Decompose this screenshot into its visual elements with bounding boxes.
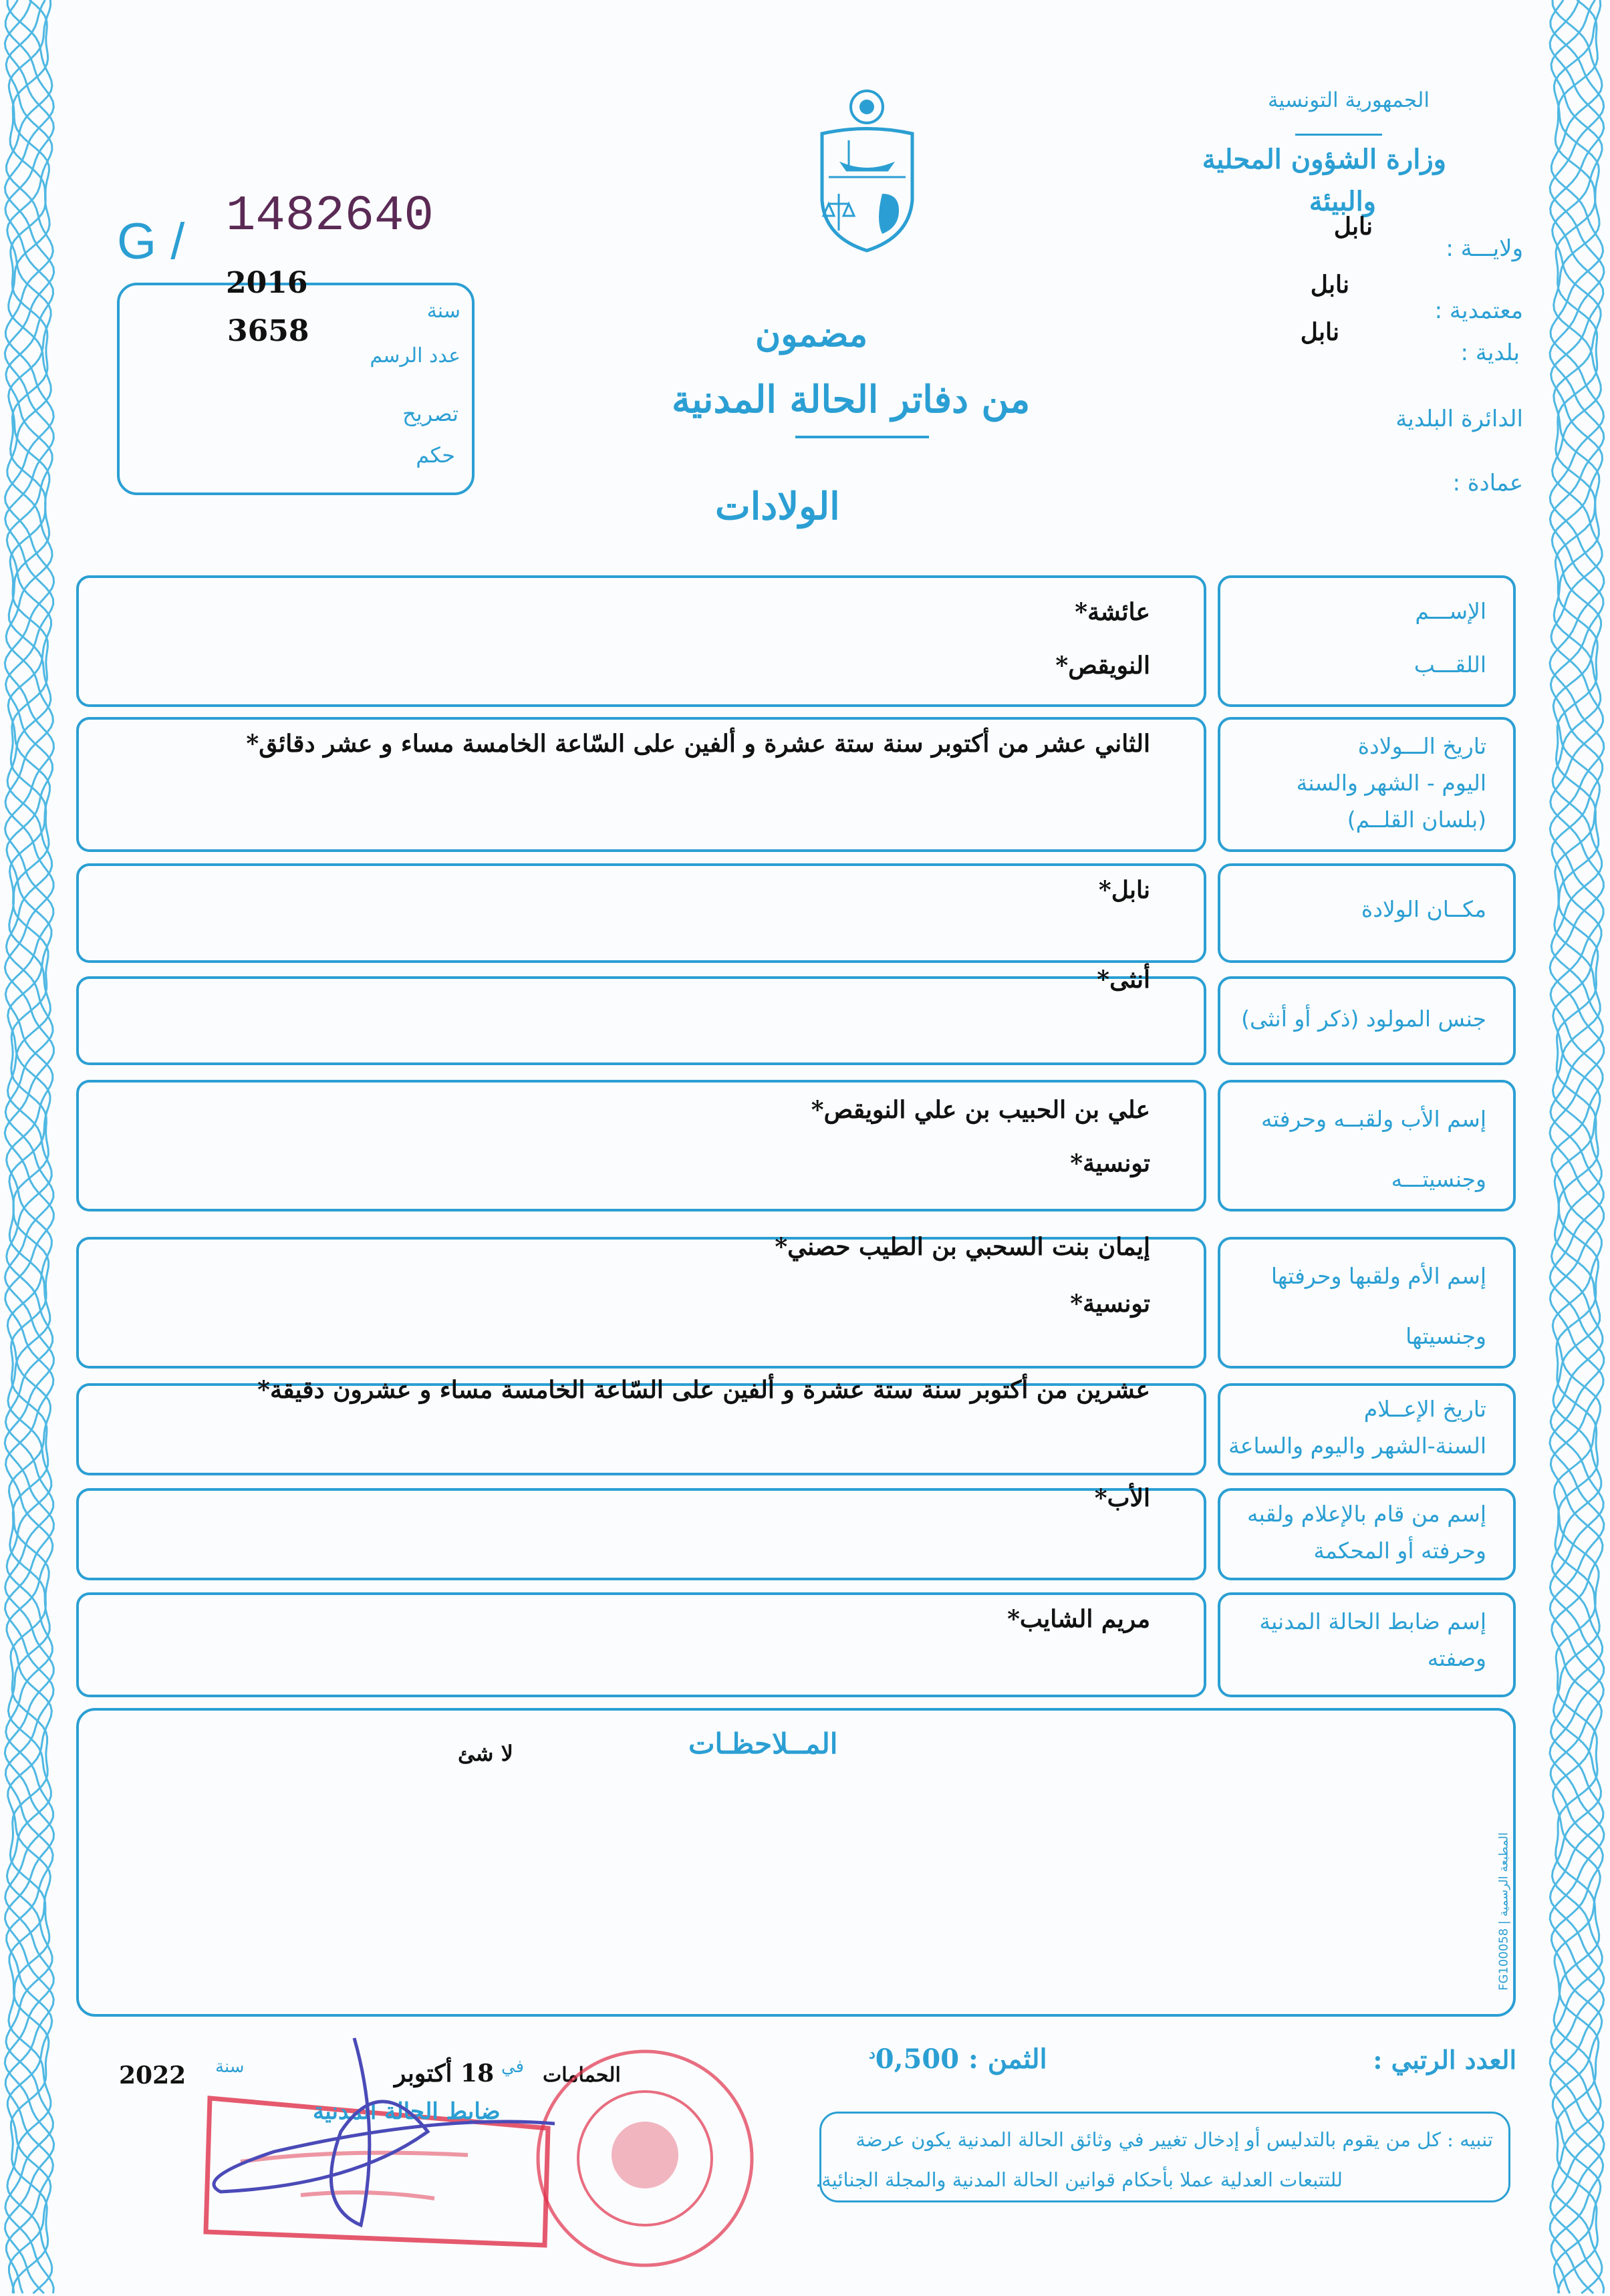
row-label: السنة-الشهر واليوم والساعة bbox=[1228, 1433, 1486, 1459]
row-label-cell bbox=[1218, 1592, 1516, 1697]
declaration-label: تصريح bbox=[402, 401, 458, 426]
ministry-name-line2: والبيئة bbox=[1309, 186, 1376, 217]
officer-label: ضابط الحالة المدنية bbox=[313, 2098, 501, 2125]
row-label: اللقـــب bbox=[1414, 652, 1486, 678]
row-label: تاريخ الإعــلام bbox=[1363, 1396, 1486, 1422]
row-label: وجنسيتـــه bbox=[1391, 1166, 1486, 1192]
price-label: الثمن : bbox=[968, 2043, 1047, 2075]
row-value-cell bbox=[76, 863, 1206, 963]
row-label: إسم من قام بالإعلام ولقبه bbox=[1246, 1501, 1486, 1527]
record-year-label: سنة bbox=[426, 299, 460, 323]
row-label: وحرفته أو المحكمة bbox=[1313, 1538, 1486, 1564]
row-value: الثاني عشر من أكتوبر سنة ستة عشرة و ألفين على السّاعة الخامسة مساء و عشر دقائق* bbox=[246, 730, 1150, 758]
row-label-cell bbox=[1218, 1488, 1516, 1580]
right-guilloche-border bbox=[1544, 0, 1610, 2296]
row-label: تاريخ الـــولادة bbox=[1357, 733, 1486, 759]
row-value: علي بن الحبيب بن علي النويقص* bbox=[811, 1096, 1150, 1124]
official-stamp-circle bbox=[531, 2045, 759, 2272]
serial-prefix: G / bbox=[117, 213, 185, 270]
row-value-cell bbox=[76, 1233, 1206, 1369]
row-value-cell bbox=[76, 966, 1206, 1065]
row-label-cell bbox=[1218, 1237, 1516, 1369]
row-label-cell bbox=[1218, 863, 1516, 963]
row-label: (بلسان القلــم) bbox=[1347, 807, 1486, 833]
sequence-number-label: العدد الرتبي : bbox=[1373, 2045, 1516, 2075]
governorate-value: نابل bbox=[1333, 212, 1373, 241]
title-registers: من دفاتر الحالة المدنية bbox=[672, 378, 1031, 422]
governorate-label: ولايـــة : bbox=[1446, 235, 1523, 262]
republic-name: الجمهورية التونسية bbox=[1267, 88, 1430, 112]
in-label: في bbox=[501, 2057, 525, 2077]
sector-label: عمادة : bbox=[1452, 470, 1523, 496]
row-label-cell bbox=[1218, 976, 1516, 1065]
signature bbox=[180, 2031, 555, 2232]
title-births: الولادات bbox=[715, 484, 840, 529]
row-value: عائشة* bbox=[1075, 598, 1150, 626]
row-value: تونسية* bbox=[1070, 1149, 1150, 1177]
act-number-label: عدد الرسم bbox=[370, 344, 460, 368]
delegation-label: معتمدية : bbox=[1434, 297, 1523, 324]
row-value: عشرين من أكتوبر سنة ستة عشرة و ألفين على السّاعة الخامسة مساء و عشرون دقيقة* bbox=[257, 1376, 1150, 1404]
row-value-cell bbox=[76, 1592, 1206, 1697]
issue-date: 18 أكتوبر bbox=[394, 2059, 495, 2088]
warning-line2: للتتبعات العدلية عملا بأحكام قوانين الحالة المدنية والمجلة الجنائية. bbox=[815, 2168, 1343, 2191]
title-extract: مضمون bbox=[755, 314, 868, 355]
row-value: مريم الشايب* bbox=[1007, 1605, 1150, 1633]
row-value-cell bbox=[76, 1376, 1206, 1475]
row-label: الإســـم bbox=[1415, 598, 1486, 624]
row-label: إسم ضابط الحالة المدنية bbox=[1259, 1608, 1486, 1634]
row-label: وصفته bbox=[1427, 1645, 1486, 1671]
municipality-value: نابل bbox=[1300, 318, 1339, 346]
row-label-cell bbox=[1218, 1080, 1516, 1211]
judgment-label: حكم bbox=[416, 442, 455, 468]
printer-mark: المطبعة الرسمية | FG100058 bbox=[1496, 1832, 1511, 1991]
delegation-value: نابل bbox=[1310, 271, 1349, 299]
remarks-label: المــلاحظـات bbox=[688, 1727, 838, 1760]
row-label-cell bbox=[1218, 1383, 1516, 1475]
row-value: إيمان بنت السحبي بن الطيب حصني* bbox=[775, 1233, 1150, 1261]
row-label: إسم الأب ولقبــه وحرفته bbox=[1261, 1106, 1486, 1132]
price-unit: د bbox=[869, 2045, 876, 2063]
row-value: الأب* bbox=[1094, 1484, 1150, 1512]
issue-place: الحمامات bbox=[543, 2063, 621, 2087]
row-label: مكــان الولادة bbox=[1361, 896, 1486, 922]
row-value: نابل* bbox=[1098, 876, 1150, 904]
price-value: 0,500 bbox=[875, 2043, 960, 2075]
act-number-value: 3658 bbox=[227, 314, 309, 348]
issue-year-value: 2022 bbox=[119, 2061, 186, 2090]
row-value: تونسية* bbox=[1070, 1290, 1150, 1318]
district-label: الدائرة البلدية bbox=[1395, 406, 1523, 432]
row-value: النويقص* bbox=[1055, 652, 1150, 680]
row-label-cell bbox=[1218, 575, 1516, 707]
municipality-label: بلدية : bbox=[1460, 339, 1520, 366]
row-label-cell bbox=[1218, 717, 1516, 852]
row-value: أنثى* bbox=[1097, 966, 1150, 994]
remarks-value: لا شئ bbox=[458, 1741, 513, 1766]
header-divider bbox=[1295, 134, 1382, 136]
row-value-cell bbox=[76, 1080, 1206, 1211]
title-underline bbox=[795, 436, 929, 438]
tunisia-coat-of-arms-icon bbox=[809, 87, 926, 257]
row-value-cell bbox=[76, 1484, 1206, 1580]
issue-year-label: سنة bbox=[215, 2057, 245, 2077]
row-value-cell bbox=[76, 717, 1206, 852]
warning-line1: تنبيه : كل من يقوم بالتدليس أو إدخال تغيير في وثائق الحالة المدنية يكون عرضة bbox=[855, 2128, 1493, 2151]
record-year-value: 2016 bbox=[226, 266, 308, 300]
row-value-cell bbox=[76, 575, 1206, 707]
price bbox=[869, 2043, 1047, 2075]
ministry-name: وزارة الشؤون المحلية bbox=[1202, 144, 1446, 175]
row-label: اليوم - الشهر والسنة bbox=[1296, 770, 1486, 796]
row-label: إسم الأم ولقبها وحرفتها bbox=[1270, 1263, 1486, 1289]
row-label: وجنسيتها bbox=[1405, 1323, 1486, 1349]
row-label: جنس المولود (ذكر أو أنثى) bbox=[1241, 1006, 1486, 1032]
serial-number: 1482640 bbox=[226, 188, 434, 245]
left-guilloche-border bbox=[0, 0, 61, 2296]
